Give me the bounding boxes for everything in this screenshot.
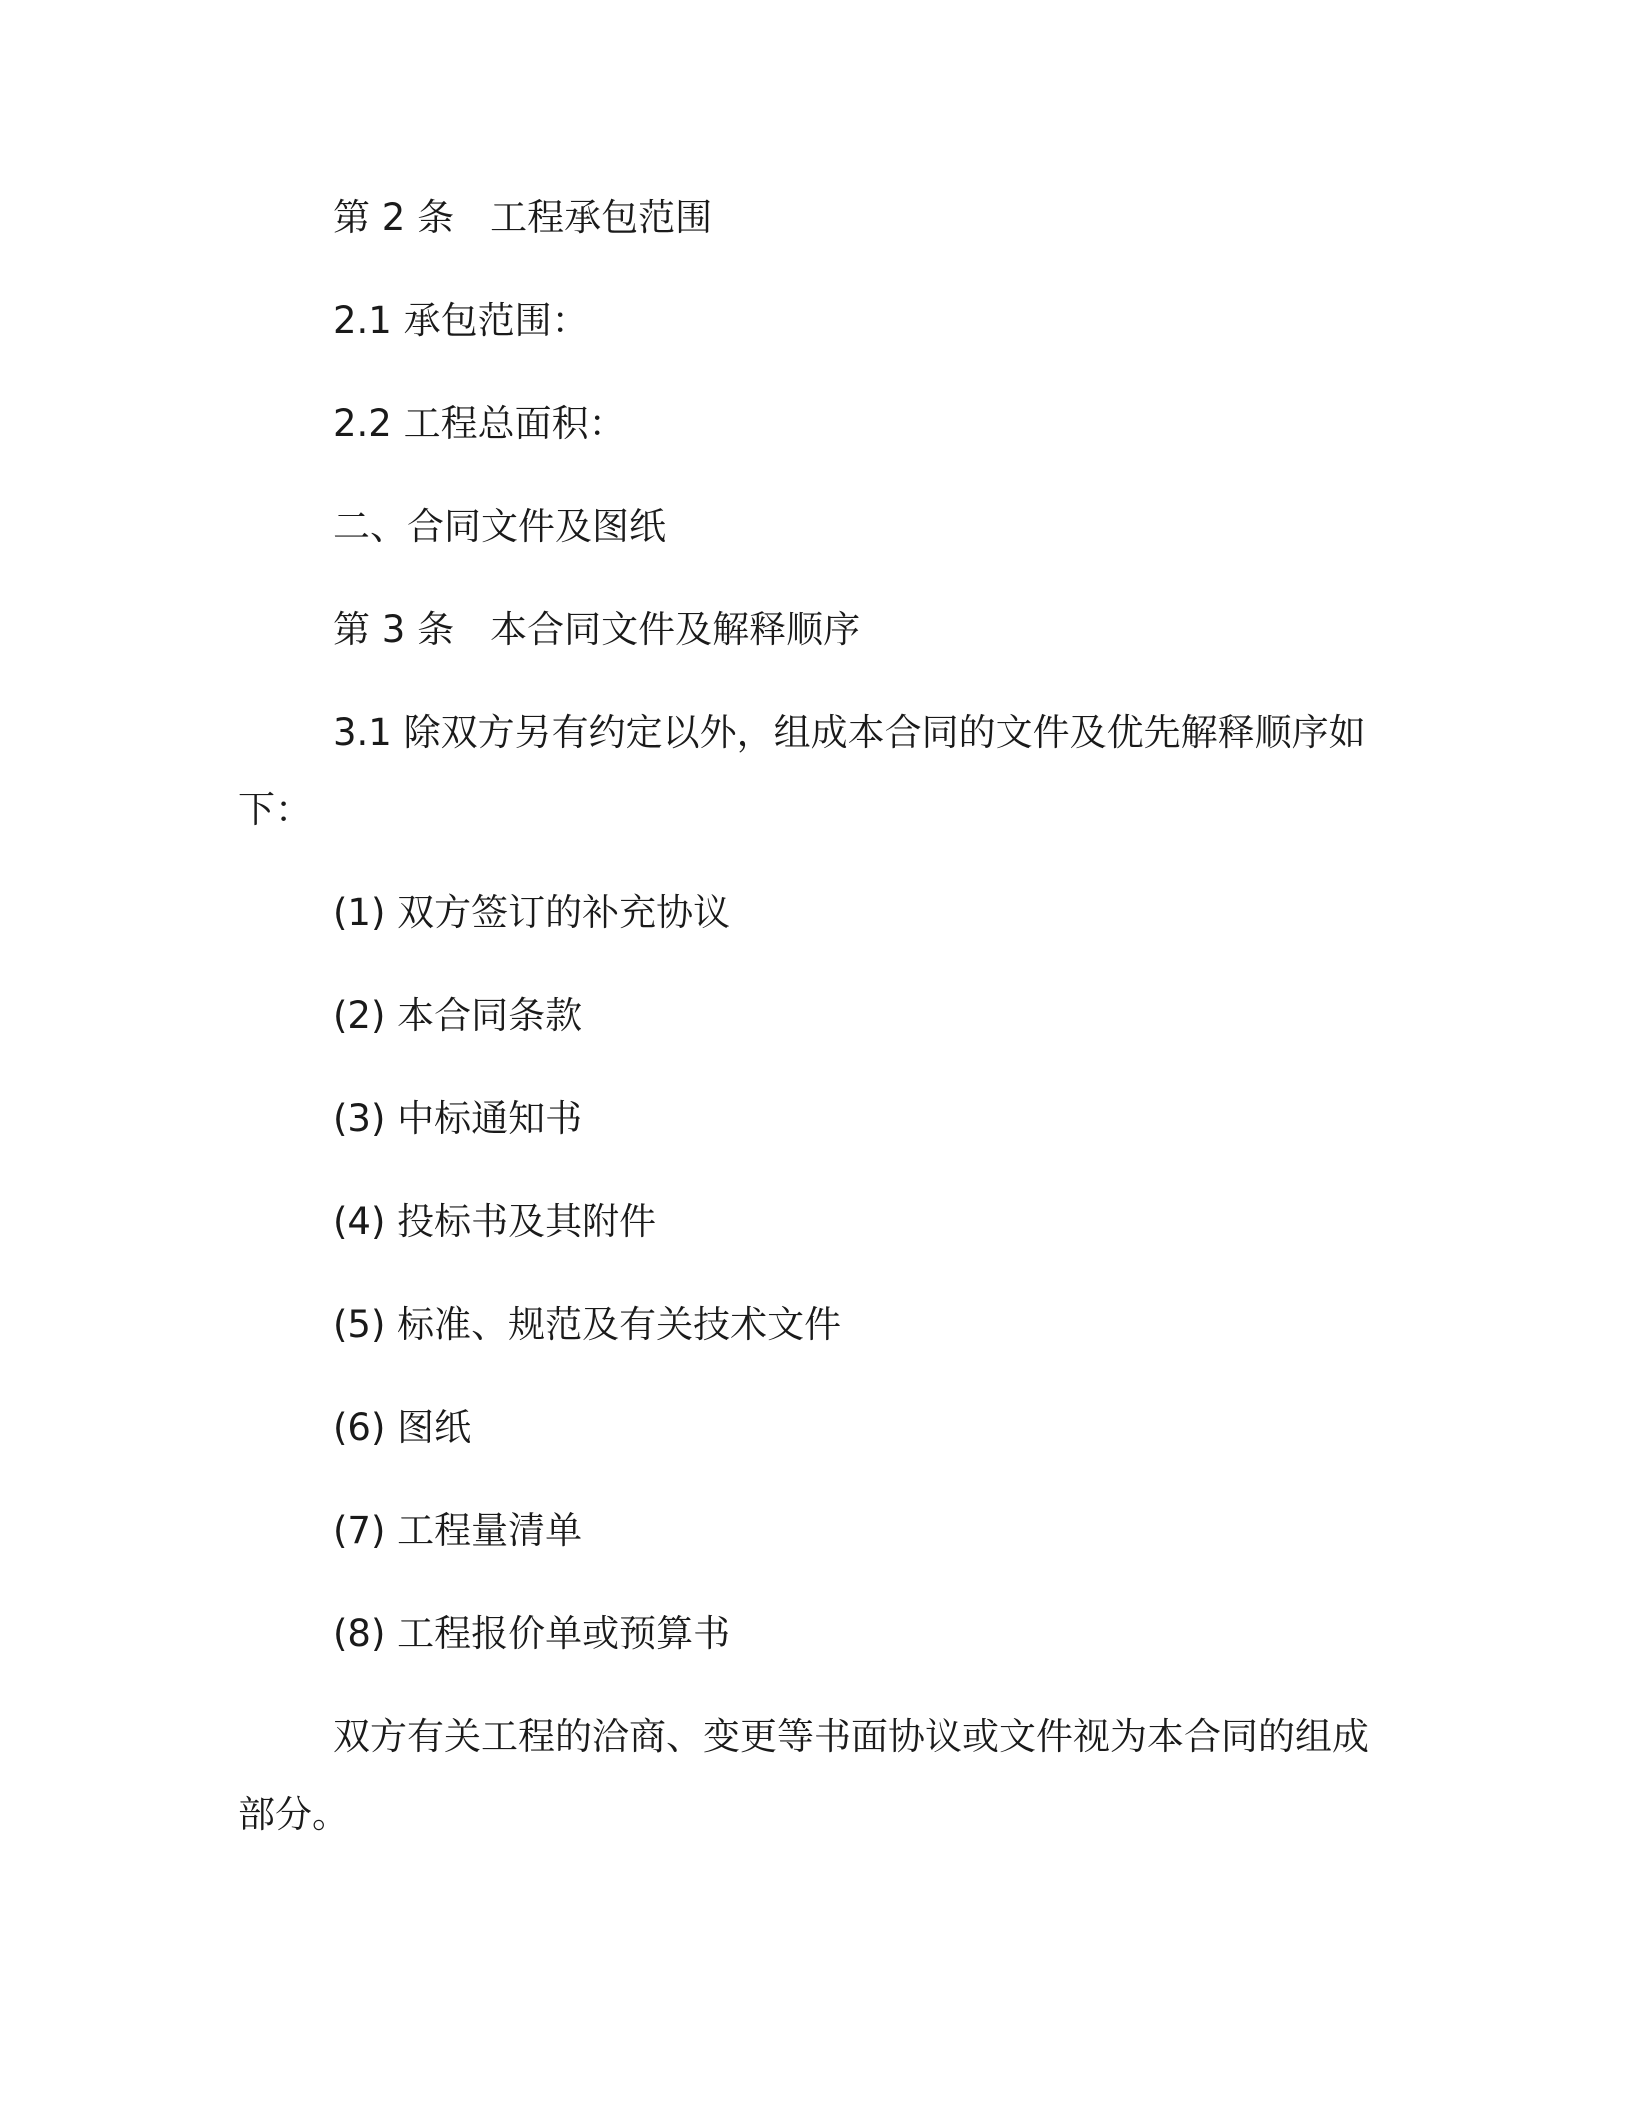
document-list-item-6: (6) 图纸 bbox=[333, 1406, 472, 1449]
article-3-title: 本合同文件及解释顺序 bbox=[490, 608, 861, 651]
closing-paragraph-line-2: 部分。 bbox=[238, 1793, 349, 1836]
clause-3-1-line-2: 下： bbox=[238, 788, 312, 831]
clause-3-1-line-1: 3.1 除双方另有约定以外，组成本合同的文件及优先解释顺序如 bbox=[333, 711, 1366, 754]
document-list-item-8: (8) 工程报价单或预算书 bbox=[333, 1612, 731, 1655]
article-2-number: 第 2 条 bbox=[333, 196, 455, 239]
document-list-item-5: (5) 标准、规范及有关技术文件 bbox=[333, 1303, 842, 1346]
clause-2-2: 2.2 工程总面积： bbox=[333, 402, 626, 445]
document-list-item-1: (1) 双方签订的补充协议 bbox=[333, 891, 731, 934]
article-2-heading bbox=[333, 192, 712, 244]
article-3-number: 第 3 条 bbox=[333, 608, 455, 651]
article-2-title: 工程承包范围 bbox=[490, 196, 713, 239]
article-3-heading bbox=[333, 604, 860, 656]
document-list-item-7: (7) 工程量清单 bbox=[333, 1509, 583, 1552]
closing-paragraph-line-1: 双方有关工程的洽商、变更等书面协议或文件视为本合同的组成 bbox=[333, 1715, 1369, 1758]
document-list-item-3: (3) 中标通知书 bbox=[333, 1097, 583, 1140]
document-list-item-4: (4) 投标书及其附件 bbox=[333, 1200, 657, 1243]
section-2-title: 二、合同文件及图纸 bbox=[333, 505, 666, 548]
document-list-item-2: (2) 本合同条款 bbox=[333, 994, 583, 1037]
clause-2-1: 2.1 承包范围： bbox=[333, 299, 589, 342]
